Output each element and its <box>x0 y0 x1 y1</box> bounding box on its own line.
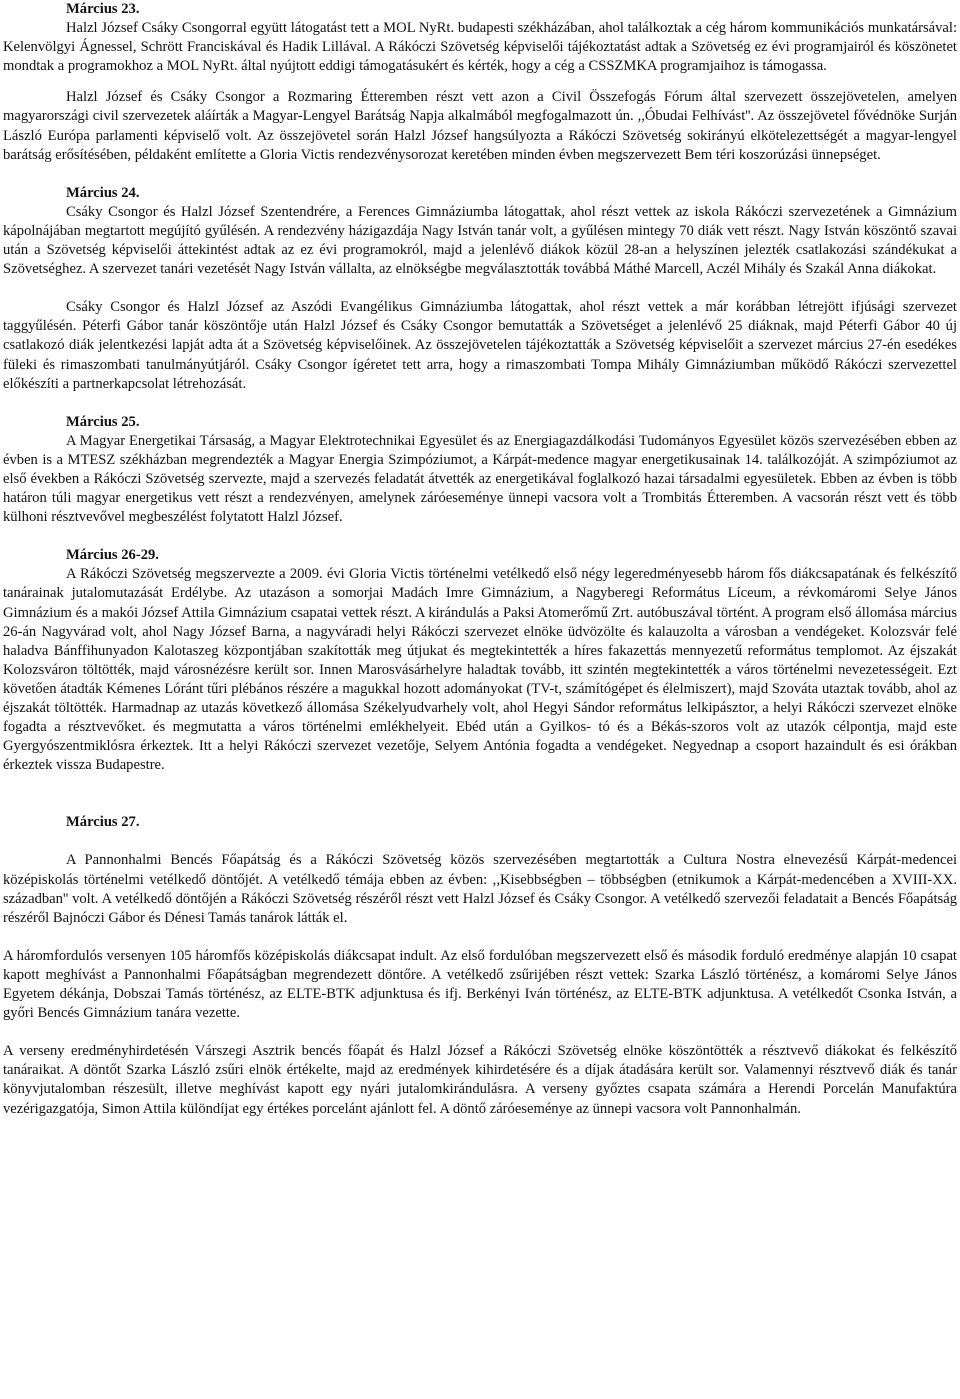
paragraph: Csáky Csongor és Halzl József az Aszódi Evangélikus Gimnáziumba látogattak, ahol részt vettek a már korábban létrejött ifjúsági szervezet taggyűlésén. Péterfi Gábor tanár köszöntője után Halzl József és Csáky Csongor bemutatták a Szövetséget a jelenlévő 25 diáknak, majd Péterfi Gábor 40 új csatlakozó diák jelentkezési lapját adta át a Szövetség képviselőinek. Az összejövetelen tájékoztatták a Szövetség képviselőit a szervezet március 27-én esedékes füleki és rimaszombati tanulmányútjáról. Csáky Csongor ígéretet tett arra, hogy a rimaszombati Tompa Mihály Gimnáziumban működő Rákóczi szervezettel előkészíti a partnerkapcsolat létrehozását. <box>3 299 957 392</box>
section-heading: Március 24. <box>66 184 140 201</box>
section-marcius-25 <box>3 413 957 528</box>
section-marcius-23 <box>3 0 957 165</box>
paragraph: A Pannonhalmi Bencés Főapátság és a Rákóczi Szövetség közös szervezésében megtartották a Cultura Nostra elnevezésű Kárpát-medencei középiskolás történelmi vetélkedő döntőjét. A vetélkedő témája ebben az évben: ,,Kisebbségben – többségben (etnikumok a Kárpát-medencében a XVIII-XX. században'' volt. A vetélkedő döntőjén a Rákóczi Szövetség részéről részt vett Halzl József és Csáky Csongor. A vetélkedő szervezői feladatait a Bencés Főapátság részéről Bajnóczi Gábor és Dénesi Tamás tanárok látták el. <box>3 852 957 926</box>
section-marcius-27 <box>3 813 957 1118</box>
paragraph: Halzl József és Csáky Csongor a Rozmaring Étteremben részt vett azon a Civil Összefogás Fórum által szervezett összejövetelen, amelyen magyarországi civil szervezetek aláírták a Magyar-Lengyel Barátság Napja alkalmából megfogalmazott ún. ,,Óbudai Felhívást''. Az összejövetel fővédnöke Surján László Európa parlamenti képviselő volt. Az összejövetel során Halzl József hangsúlyozta a Rákóczi Szövetség sokirányú elkötelezettségét a magyar-lengyel barátság erősítésében, példaként említette a Gloria Victis rendezvénysorozat keretében minden évben megszervezett Bem téri koszorúzási ünnepséget. <box>3 89 957 163</box>
paragraph: A háromfordulós versenyen 105 háromfős középiskolás diákcsapat indult. Az első fordulóban megszervezett első és második forduló eredménye alapján 10 csapat kapott meghívást a Pannonhalmi Főapátságban megrendezett döntőre. A vetélkedő zsűrijében részt vettek: Szarka László történész, a komáromi Selye János Egyetem dékánja, Dobszai Tamás történész, az ELTE-BTK adjunktusa és ifj. Berkényi Iván történész, az ELTE-BTK adjunktusa. A vetélkedőt Csonka István, a győri Bencés Gimnázium tanára vezette. <box>3 947 957 1022</box>
paragraph: A Magyar Energetikai Társaság, a Magyar Elektrotechnikai Egyesület és az Energiagazdálkodási Tudományos Egyesület közös szervezésében ebben az évben is a MTESZ székházban megrendezték a Magyar Energia Szimpóziumot, a Kárpát-medence magyar energetikusainak 14. találkozóját. A szimpóziumot az első években a Rákóczi Szövetség szervezte, majd a szervezés feladatát átvették az energetikával foglalkozó hazai társadalmi egyesületek. Ebben az évben is több határon túli magyar energetikus vett részt a rendezvényen, amelynek záróeseménye ünnepi vacsora volt a Trombitás Étteremben. A vacsorán részt vett és több külhoni résztvevővel megbeszélést folytatott Halzl József. <box>3 432 957 526</box>
section-heading: Március 25. <box>66 413 140 430</box>
paragraph: A verseny eredményhirdetésén Várszegi Asztrik bencés főapát és Halzl József a Rákóczi Szövetség elnöke köszöntötték a résztvevő diákokat és felkészítő tanáraikat. A döntőt Szarka László zsűri elnök értékelte, majd az eredmények kihirdetésére és a díjak átadására került sor. Valamennyi résztvevő diák és tanár könyvjutalomban részesült, illetve meghívást kapott egy nyári jutalomkirándulásra. A verseny győztes csapata számára a Herendi Porcelán Manufaktúra vezérigazgatója, Simon Attila különdíjat egy értékes porcelánt ajánlott fel. A döntő záróeseménye az ünnepi vacsora volt Pannonhalmán. <box>3 1043 957 1117</box>
paragraph: A Rákóczi Szövetség megszervezte a 2009. évi Gloria Victis történelmi vetélkedő első négy legeredményesebb három fős diákcsapatának és felkészítő tanárainak jutalomutazását Erdélybe. Az utazáson a somorjai Madách Imre Gimnázium, a Nagyberegi Református Líceum, a révkomáromi Selye János Gimnázium és a makói József Attila Gimnázium csapatai vettek részt. A kirándulás a Paksi Atomerőmű Zrt. autóbuszával történt. A program első állomása március 26-án Nagyvárad volt, ahol Nagy József Barna, a nagyváradi helyi Rákóczi szervezet elnöke üdvözölte és kalauzolta a városban a vendégeket. Kolozsvár felé haladva Bánffihunyadon Kalotaszeg központjában szakították meg útjukat és megtekintették a híres fakazettás mennyezetű református templomot. Az éjszakát Kolozsváron töltötték, majd városnézésre került sor. Innen Marosvásárhelyre haladtak tovább, itt szintén megtekintették a város történelmi nevezetességeit. Ezt követően átadták Kémenes Lóránt tűri plébános részére a magukkal hozott adományokat (TV-t, számítógépet és élelmiszert), majd Szováta utaztak tovább, ahol az éjszakát töltötték. Harmadnap az utazás következő állomása Székelyudvarhely volt, ahol Hegyi Sándor református lelkipásztor, a helyi Rákóczi szervezet elnöke fogadta a résztvevőket. és megmutatta a város történelmi emlékhelyeit. Ebéd után a Gyilkos- tó és a Békás-szoros volt az utazók célpontja, majd este Gyergyószentmiklósra érkeztek. Itt a helyi Rákóczi szervezet vezetője, Selyem Antónia fogadta a vendégeket. Negyednap a csoport hazaindult és esi órákban érkeztek vissza Budapestre. <box>3 566 957 774</box>
section-heading: Március 26-29. <box>66 547 159 564</box>
paragraph: Halzl József Csáky Csongorral együtt látogatást tett a MOL NyRt. budapesti székházában, ahol találkoztak a cég három kommunikációs munkatársával: Kelenvölgyi Ágnessel, Schrött Franciskával és Hadik Lillával. A Rákóczi Szövetség képviselői tájékoztatást adtak a Szövetség ez évi programjairól és köszönetet mondtak a programokhoz a MOL NyRt. által nyújtott eddigi támogatásukért és kérték, hogy a cég a CSSZMKA programjaihoz is támogassa. <box>3 20 957 75</box>
section-heading: Március 23. <box>66 1 140 17</box>
section-heading: Március 27. <box>66 814 140 831</box>
paragraph: Csáky Csongor és Halzl József Szentendrére, a Ferences Gimnáziumba látogattak, ahol részt vettek az iskola Rákóczi szervezetének a Gimnázium kápolnájában megtartott megújító gyűlésén. A rendezvény házigazdája Nagy István tanár volt, a gyűlésen mintegy 70 diák vett részt. Nagy István köszöntő szavai után a Szövetség képviselői áttekintést adtak az ez évi programokról, majd a jelenlévő diákok közül 28-an a helyszínen jelezték csatlakozási szándékukat a Szövetséghez. A szervezet tanári vezetését Nagy István vállalta, az elnökségbe megválasztották továbbá Máthé Marcell, Aczél Mihály és Szakál Anna diákokat. <box>3 203 957 278</box>
section-marcius-24 <box>3 184 957 394</box>
section-marcius-26-29 <box>3 546 957 775</box>
